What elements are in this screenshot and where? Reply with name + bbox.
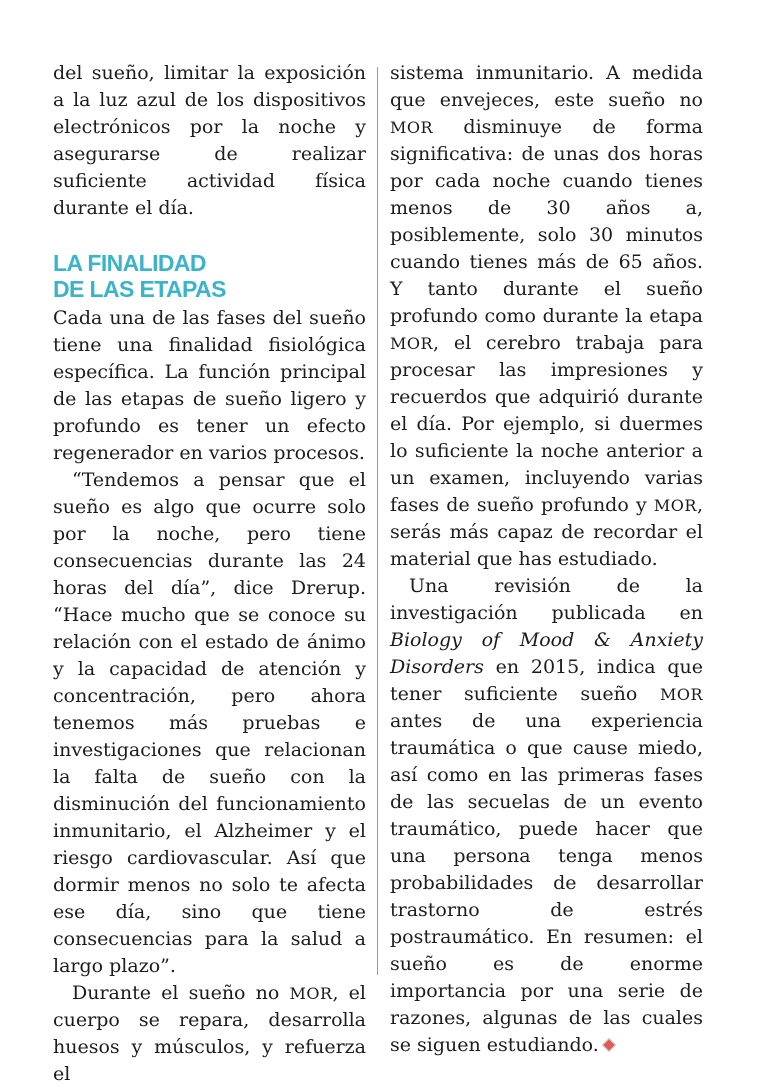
end-of-article-icon <box>602 1038 616 1052</box>
paragraph-sueno-no-mor <box>53 980 366 1088</box>
abbr-mor: MOR <box>390 334 434 353</box>
text-fragment: Durante el sueño no <box>72 982 280 1004</box>
text-fragment: , serás más capaz de recordar el material que has estudiado. <box>390 494 703 570</box>
abbr-mor: MOR <box>653 496 697 515</box>
section-heading-line-1: LA FINALIDAD <box>53 250 206 276</box>
abbr-mor: MOR <box>390 118 434 137</box>
paragraph-continued: del sueño, limitar la exposición a la luz azul de los dispositivos electrónicos por la noche y asegurarse de realizar suficiente actividad física durante el día. <box>53 62 366 219</box>
text-fragment: Una revisión de la investigación publicada en <box>390 575 703 624</box>
paragraph-revision-investigacion <box>390 573 703 1059</box>
right-column <box>390 60 703 1059</box>
section-heading <box>53 250 366 302</box>
paragraph-finalidad: Cada una de las fases del sueño tiene una finalidad fisiológica específica. La función principal de las etapas de sueño ligero y profundo es tener un efecto regenerador en varios procesos. <box>53 307 366 464</box>
text-fragment: en 2015, indica que tener suficiente sueño <box>390 656 703 705</box>
section-heading-line-2: DE LAS ETAPAS <box>53 276 226 302</box>
paragraph-sistema-inmunitario <box>390 60 703 573</box>
text-fragment: antes de una experiencia traumática o que cause miedo, así como en las primeras fases de las secuelas de un evento traumático, puede hacer que una persona tenga menos probabilidades de desarrollar trastorno de estrés postraumático. En resumen: el sueño es de enorme importancia por una serie de razones, algunas de las cuales se siguen estudiando. <box>390 710 703 1056</box>
left-column <box>53 60 366 1088</box>
abbr-mor: MOR <box>289 984 333 1003</box>
abbr-mor: MOR <box>659 685 703 704</box>
journal-title: Biology of Mood & Anxiety Disorders <box>390 629 703 678</box>
paragraph-quote-drerup: “Tendemos a pensar que el sueño es algo que ocurre solo por la noche, pero tiene consecuencias durante las 24 horas del día”, dice Drerup. “Hace mucho que se conoce su relación con el estado de ánimo y la capacidad de atención y concentración, pero ahora tenemos más pruebas e investigaciones que relacionan la falta de sueño con la disminución del funcionamiento inmunitario, el Alzheimer y el riesgo cardiovascular. Así que dormir menos no solo te afecta ese día, sino que tiene consecuencias para la salud a largo plazo”. <box>53 469 366 977</box>
text-fragment: , el cerebro trabaja para procesar las impresiones y recuerdos que adquirió durante el día. Por ejemplo, si duermes lo suficiente la noche anterior a un examen, incluyendo varias fases de sueño profundo y <box>390 332 703 516</box>
text-fragment: sistema inmunitario. A medida que envejeces, este sueño no <box>390 62 703 111</box>
text-fragment: disminuye de forma significativa: de unas dos horas por cada noche cuando tienes menos de 30 años a, posiblemente, solo 30 minutos cuando tienes más de 65 años. Y tanto durante el sueño profundo como durante la etapa <box>390 116 703 327</box>
text-fragment: , el cuerpo se repara, desarrolla huesos y músculos, y refuerza el <box>53 982 366 1085</box>
column-divider <box>377 67 378 975</box>
